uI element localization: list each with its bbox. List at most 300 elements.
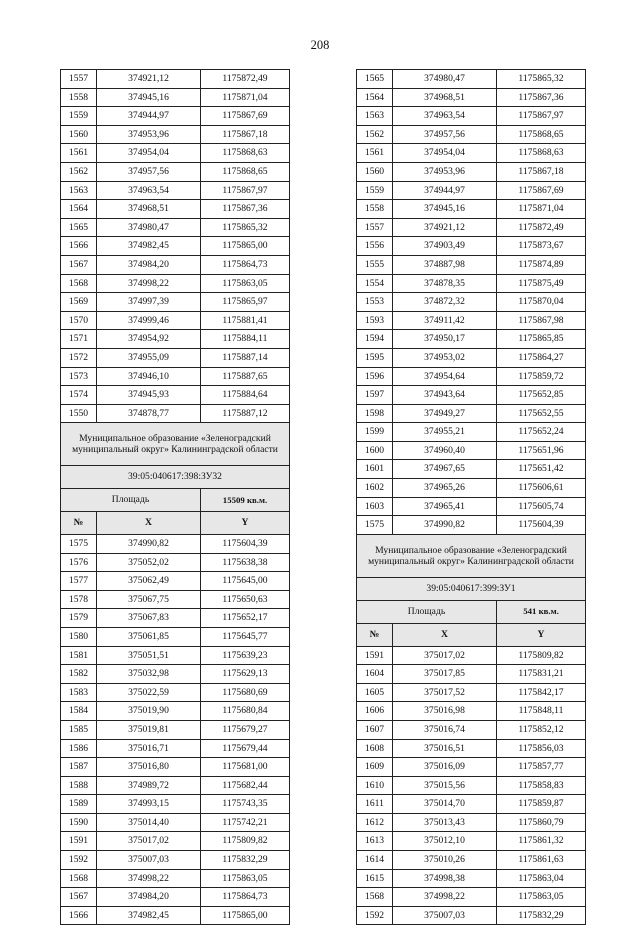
table-row	[61, 590, 290, 609]
point-number: 1568	[357, 888, 393, 907]
coord-y: 1175870,04	[497, 293, 586, 312]
header-number: №	[357, 623, 393, 646]
table-row	[61, 906, 290, 925]
point-number: 1594	[357, 330, 393, 349]
point-number: 1579	[61, 609, 97, 628]
coord-y: 1175884,11	[201, 330, 290, 349]
table-row	[357, 497, 586, 516]
coord-x: 374954,04	[97, 144, 201, 163]
coord-y: 1175865,85	[497, 330, 586, 349]
coord-y: 1175682,44	[201, 776, 290, 795]
point-number: 1559	[61, 107, 97, 126]
coord-x: 375007,03	[97, 851, 201, 870]
point-number: 1561	[357, 144, 393, 163]
point-number: 1588	[61, 776, 97, 795]
coord-x: 375019,90	[97, 702, 201, 721]
coord-x: 374878,35	[393, 274, 497, 293]
coord-y: 1175680,69	[201, 683, 290, 702]
coord-y: 1175863,05	[201, 869, 290, 888]
table-row	[357, 200, 586, 219]
table-row	[61, 70, 290, 89]
point-number: 1606	[357, 702, 393, 721]
table-row	[61, 255, 290, 274]
point-number: 1587	[61, 758, 97, 777]
coord-x: 375014,70	[393, 795, 497, 814]
coord-y: 1175679,27	[201, 720, 290, 739]
coord-y: 1175832,29	[201, 851, 290, 870]
point-number: 1564	[61, 200, 97, 219]
point-number: 1568	[61, 869, 97, 888]
point-number: 1556	[357, 237, 393, 256]
coord-x: 374963,54	[97, 181, 201, 200]
table-row	[357, 869, 586, 888]
table-row	[61, 218, 290, 237]
point-number: 1558	[357, 200, 393, 219]
table-row	[61, 88, 290, 107]
point-number: 1608	[357, 739, 393, 758]
table-row	[61, 293, 290, 312]
coord-y: 1175874,89	[497, 255, 586, 274]
point-number: 1567	[61, 888, 97, 907]
coord-x: 374878,77	[97, 404, 201, 423]
coord-x: 374997,39	[97, 293, 201, 312]
coord-x: 375052,02	[97, 553, 201, 572]
table-row	[61, 404, 290, 423]
coord-x: 375062,49	[97, 572, 201, 591]
coord-y: 1175852,12	[497, 720, 586, 739]
point-number: 1595	[357, 348, 393, 367]
coord-y: 1175743,35	[201, 795, 290, 814]
point-number: 1589	[61, 795, 97, 814]
point-number: 1591	[357, 646, 393, 665]
coord-y: 1175831,21	[497, 665, 586, 684]
coord-y: 1175884,64	[201, 386, 290, 405]
coord-y: 1175887,12	[201, 404, 290, 423]
point-number: 1563	[61, 181, 97, 200]
point-number: 1563	[357, 107, 393, 126]
point-number: 1592	[61, 851, 97, 870]
table-row	[357, 107, 586, 126]
table-row	[61, 181, 290, 200]
point-number: 1566	[61, 237, 97, 256]
coord-y: 1175858,83	[497, 776, 586, 795]
point-number: 1611	[357, 795, 393, 814]
coord-y: 1175645,77	[201, 627, 290, 646]
table-row	[357, 460, 586, 479]
coord-y: 1175887,65	[201, 367, 290, 386]
table-row	[357, 181, 586, 200]
point-number: 1609	[357, 758, 393, 777]
coord-y: 1175867,69	[497, 181, 586, 200]
table-row	[357, 404, 586, 423]
coord-y: 1175681,00	[201, 758, 290, 777]
coord-x: 374954,92	[97, 330, 201, 349]
coord-x: 375016,80	[97, 758, 201, 777]
area-label: Площадь	[61, 489, 201, 512]
coord-x: 375016,98	[393, 702, 497, 721]
header-number: №	[61, 512, 97, 535]
point-number: 1569	[61, 293, 97, 312]
coord-y: 1175868,63	[201, 144, 290, 163]
coord-x: 374953,96	[97, 125, 201, 144]
coord-y: 1175859,72	[497, 367, 586, 386]
table-row	[357, 274, 586, 293]
table-row	[61, 627, 290, 646]
table-row	[357, 423, 586, 442]
coord-x: 374963,54	[393, 107, 497, 126]
coord-y: 1175860,79	[497, 813, 586, 832]
coord-x: 374944,97	[393, 181, 497, 200]
point-number: 1584	[61, 702, 97, 721]
table-row	[357, 832, 586, 851]
point-number: 1591	[61, 832, 97, 851]
coord-x: 374946,10	[97, 367, 201, 386]
coord-y: 1175865,00	[201, 906, 290, 925]
coord-x: 374957,56	[393, 125, 497, 144]
coord-y: 1175604,39	[497, 516, 586, 535]
point-number: 1583	[61, 683, 97, 702]
point-number: 1586	[61, 739, 97, 758]
point-number: 1562	[357, 125, 393, 144]
coord-y: 1175857,77	[497, 758, 586, 777]
coord-x: 374990,82	[393, 516, 497, 535]
table-row	[357, 255, 586, 274]
point-number: 1581	[61, 646, 97, 665]
coord-y: 1175865,97	[201, 293, 290, 312]
coord-x: 375016,51	[393, 739, 497, 758]
point-number: 1578	[61, 590, 97, 609]
cadastral-row	[61, 466, 290, 489]
area-value: 541 кв.м.	[497, 600, 586, 623]
coord-x: 375051,51	[97, 646, 201, 665]
coord-x: 374955,09	[97, 348, 201, 367]
coord-y: 1175871,04	[497, 200, 586, 219]
point-number: 1571	[61, 330, 97, 349]
table-row	[61, 888, 290, 907]
point-number: 1570	[61, 311, 97, 330]
area-value: 15509 кв.м.	[201, 489, 290, 512]
coord-x: 374998,22	[97, 274, 201, 293]
coord-x: 374993,15	[97, 795, 201, 814]
point-number: 1557	[61, 70, 97, 89]
coord-x: 375019,81	[97, 720, 201, 739]
coord-x: 375067,83	[97, 609, 201, 628]
table-row	[357, 70, 586, 89]
coord-y: 1175887,14	[201, 348, 290, 367]
coord-y: 1175639,23	[201, 646, 290, 665]
coord-x: 375016,09	[393, 758, 497, 777]
table-row	[357, 516, 586, 535]
table-row	[357, 888, 586, 907]
coord-y: 1175872,49	[497, 218, 586, 237]
point-number: 1580	[61, 627, 97, 646]
coord-x: 374921,12	[97, 70, 201, 89]
coord-x: 375014,40	[97, 813, 201, 832]
point-number: 1590	[61, 813, 97, 832]
coord-y: 1175873,67	[497, 237, 586, 256]
coordinates-table-right	[356, 69, 586, 925]
coord-x: 374955,21	[393, 423, 497, 442]
coord-y: 1175868,65	[497, 125, 586, 144]
point-number: 1554	[357, 274, 393, 293]
coord-y: 1175868,63	[497, 144, 586, 163]
coord-y: 1175867,97	[497, 107, 586, 126]
table-row	[61, 125, 290, 144]
coord-x: 374967,65	[393, 460, 497, 479]
coord-x: 374968,51	[393, 88, 497, 107]
table-row	[357, 348, 586, 367]
point-number: 1614	[357, 851, 393, 870]
point-number: 1601	[357, 460, 393, 479]
coord-y: 1175881,41	[201, 311, 290, 330]
coord-x: 375007,03	[393, 906, 497, 925]
point-number: 1612	[357, 813, 393, 832]
point-number: 1596	[357, 367, 393, 386]
table-row	[357, 88, 586, 107]
point-number: 1574	[61, 386, 97, 405]
coord-x: 374911,42	[393, 311, 497, 330]
point-number: 1561	[61, 144, 97, 163]
coord-y: 1175652,24	[497, 423, 586, 442]
table-row	[61, 720, 290, 739]
table-row	[61, 144, 290, 163]
table-row	[357, 646, 586, 665]
coord-y: 1175605,74	[497, 497, 586, 516]
coord-y: 1175652,85	[497, 386, 586, 405]
coord-x: 375017,85	[393, 665, 497, 684]
table-row	[61, 311, 290, 330]
table-row	[357, 330, 586, 349]
table-row	[61, 200, 290, 219]
coord-y: 1175863,05	[497, 888, 586, 907]
coord-x: 375010,26	[393, 851, 497, 870]
table-row	[357, 776, 586, 795]
municipality-name: Муниципальное образование «Зеленоградский муниципальный округ» Калининградской области	[61, 423, 290, 466]
point-number: 1607	[357, 720, 393, 739]
point-number: 1603	[357, 497, 393, 516]
cadastral-number: 39:05:040617:398:ЗУ32	[61, 466, 290, 489]
table-row	[61, 813, 290, 832]
table-row	[357, 851, 586, 870]
left-coordinates-column	[60, 69, 286, 925]
coord-x: 375017,02	[393, 646, 497, 665]
point-number: 1558	[61, 88, 97, 107]
coord-y: 1175680,84	[201, 702, 290, 721]
table-row	[357, 386, 586, 405]
coord-x: 375017,52	[393, 683, 497, 702]
coord-y: 1175863,05	[201, 274, 290, 293]
coord-y: 1175867,98	[497, 311, 586, 330]
table-row	[357, 144, 586, 163]
municipality-row	[61, 423, 290, 466]
coord-x: 374982,45	[97, 237, 201, 256]
coord-x: 374968,51	[97, 200, 201, 219]
column-header-row	[61, 512, 290, 535]
table-row	[61, 758, 290, 777]
coord-x: 374945,16	[97, 88, 201, 107]
coord-y: 1175629,13	[201, 665, 290, 684]
point-number: 1577	[61, 572, 97, 591]
coord-y: 1175867,97	[201, 181, 290, 200]
coord-y: 1175865,00	[201, 237, 290, 256]
table-row	[61, 609, 290, 628]
header-y: Y	[497, 623, 586, 646]
coordinates-table-left	[60, 69, 290, 925]
coord-y: 1175867,18	[201, 125, 290, 144]
municipality-name: Муниципальное образование «Зеленоградский муниципальный округ» Калининградской области	[357, 534, 586, 577]
coord-x: 374998,38	[393, 869, 497, 888]
coord-x: 374943,64	[393, 386, 497, 405]
point-number: 1600	[357, 441, 393, 460]
coord-y: 1175872,49	[201, 70, 290, 89]
point-number: 1555	[357, 255, 393, 274]
table-row	[357, 125, 586, 144]
table-row	[61, 646, 290, 665]
coord-y: 1175867,18	[497, 162, 586, 181]
coord-y: 1175832,29	[497, 906, 586, 925]
point-number: 1572	[61, 348, 97, 367]
table-row	[61, 367, 290, 386]
coord-x: 374954,64	[393, 367, 497, 386]
point-number: 1599	[357, 423, 393, 442]
point-number: 1615	[357, 869, 393, 888]
coord-x: 374965,26	[393, 479, 497, 498]
coord-y: 1175742,21	[201, 813, 290, 832]
coord-y: 1175856,03	[497, 739, 586, 758]
table-row	[357, 702, 586, 721]
coord-y: 1175650,63	[201, 590, 290, 609]
coord-x: 375015,56	[393, 776, 497, 795]
point-number: 1602	[357, 479, 393, 498]
coord-x: 374957,56	[97, 162, 201, 181]
table-row	[357, 293, 586, 312]
coord-y: 1175861,63	[497, 851, 586, 870]
table-row	[61, 665, 290, 684]
coord-x: 374984,20	[97, 255, 201, 274]
coord-y: 1175638,38	[201, 553, 290, 572]
coord-y: 1175679,44	[201, 739, 290, 758]
point-number: 1613	[357, 832, 393, 851]
page-number: 208	[310, 38, 330, 52]
coord-y: 1175868,65	[201, 162, 290, 181]
coord-x: 374999,46	[97, 311, 201, 330]
table-row	[357, 311, 586, 330]
point-number: 1575	[61, 534, 97, 553]
table-row	[61, 107, 290, 126]
coord-x: 374998,22	[393, 888, 497, 907]
coord-x: 374945,16	[393, 200, 497, 219]
table-row	[357, 441, 586, 460]
table-row	[357, 218, 586, 237]
coord-x: 375017,02	[97, 832, 201, 851]
coord-y: 1175861,32	[497, 832, 586, 851]
coord-x: 374984,20	[97, 888, 201, 907]
coord-x: 374872,32	[393, 293, 497, 312]
table-row	[61, 553, 290, 572]
point-number: 1575	[357, 516, 393, 535]
table-row	[357, 367, 586, 386]
coord-y: 1175842,17	[497, 683, 586, 702]
point-number: 1568	[61, 274, 97, 293]
point-number: 1565	[61, 218, 97, 237]
coord-x: 374965,41	[393, 497, 497, 516]
coord-y: 1175606,61	[497, 479, 586, 498]
table-row	[61, 534, 290, 553]
point-number: 1560	[357, 162, 393, 181]
table-row	[61, 237, 290, 256]
point-number: 1576	[61, 553, 97, 572]
point-number: 1598	[357, 404, 393, 423]
point-number: 1557	[357, 218, 393, 237]
coord-x: 374945,93	[97, 386, 201, 405]
table-row	[357, 683, 586, 702]
table-row	[357, 906, 586, 925]
coord-y: 1175604,39	[201, 534, 290, 553]
table-row	[61, 795, 290, 814]
coord-y: 1175865,32	[201, 218, 290, 237]
point-number: 1593	[357, 311, 393, 330]
coord-y: 1175809,82	[201, 832, 290, 851]
coord-y: 1175867,36	[201, 200, 290, 219]
point-number: 1550	[61, 404, 97, 423]
table-row	[61, 683, 290, 702]
point-number: 1604	[357, 665, 393, 684]
table-row	[61, 832, 290, 851]
header-y: Y	[201, 512, 290, 535]
cadastral-row	[357, 577, 586, 600]
coord-y: 1175864,73	[201, 255, 290, 274]
table-row	[61, 348, 290, 367]
table-row	[357, 795, 586, 814]
point-number: 1592	[357, 906, 393, 925]
point-number: 1597	[357, 386, 393, 405]
coord-x: 374989,72	[97, 776, 201, 795]
coord-y: 1175863,04	[497, 869, 586, 888]
header-x: X	[97, 512, 201, 535]
coord-x: 374982,45	[97, 906, 201, 925]
municipality-row	[357, 534, 586, 577]
point-number: 1562	[61, 162, 97, 181]
coord-x: 374960,40	[393, 441, 497, 460]
coord-y: 1175651,96	[497, 441, 586, 460]
area-row	[61, 489, 290, 512]
area-label: Площадь	[357, 600, 497, 623]
table-row	[61, 386, 290, 405]
coord-x: 374949,27	[393, 404, 497, 423]
point-number: 1585	[61, 720, 97, 739]
coord-x: 374950,17	[393, 330, 497, 349]
coord-x: 375012,10	[393, 832, 497, 851]
coord-y: 1175871,04	[201, 88, 290, 107]
cadastral-number: 39:05:040617:399:ЗУ1	[357, 577, 586, 600]
coord-y: 1175867,36	[497, 88, 586, 107]
coord-x: 375022,59	[97, 683, 201, 702]
table-row	[61, 162, 290, 181]
point-number: 1560	[61, 125, 97, 144]
coord-y: 1175809,82	[497, 646, 586, 665]
table-row	[357, 739, 586, 758]
table-row	[357, 758, 586, 777]
coord-x: 374990,82	[97, 534, 201, 553]
table-row	[61, 851, 290, 870]
area-row	[357, 600, 586, 623]
table-row	[61, 869, 290, 888]
coord-y: 1175865,32	[497, 70, 586, 89]
point-number: 1582	[61, 665, 97, 684]
coord-x: 374953,02	[393, 348, 497, 367]
table-row	[357, 813, 586, 832]
coord-x: 374887,98	[393, 255, 497, 274]
